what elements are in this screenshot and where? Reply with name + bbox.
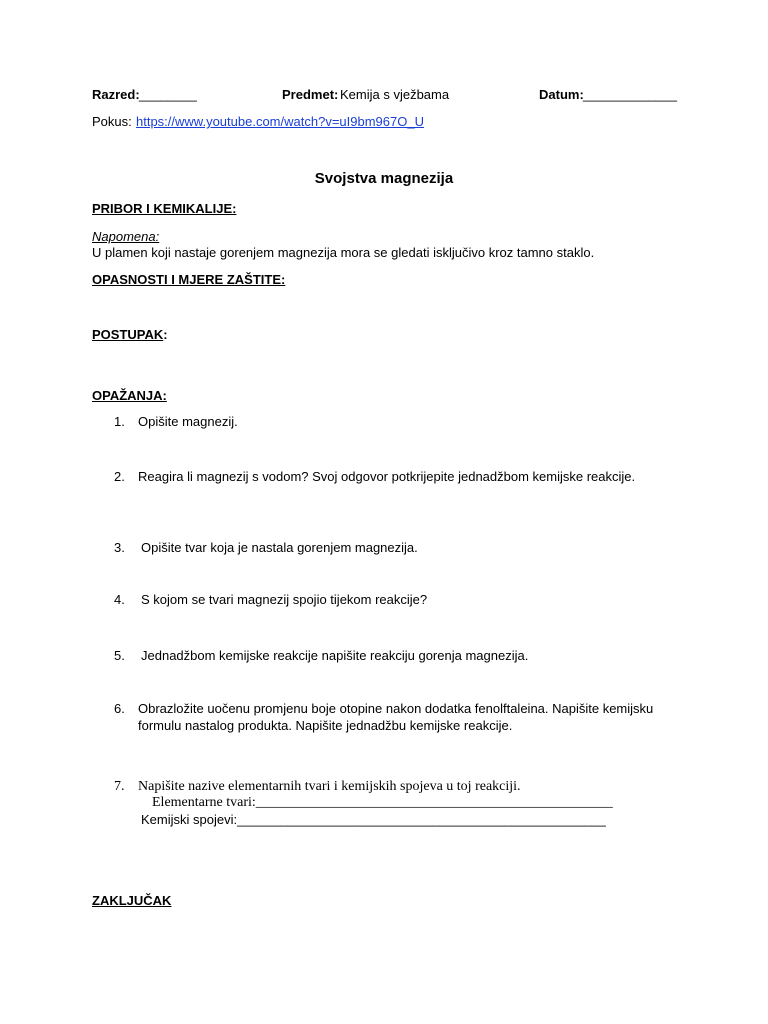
question-number: 6. (114, 701, 125, 716)
elementarne-tvari-line: Elementarne tvari:___________________________________________________ (152, 795, 613, 810)
question-number: 4. (114, 592, 125, 607)
pokus-link[interactable]: https://www.youtube.com/watch?v=uI9bm967O_U (136, 114, 424, 129)
napomena-label: Napomena: (92, 229, 160, 244)
razred-label: Razred: (92, 87, 140, 102)
postupak-label: POSTUPAK (92, 327, 164, 342)
question-number: 5. (114, 648, 125, 663)
question-number: 2. (114, 469, 125, 484)
predmet-label: Predmet: (282, 87, 339, 102)
question-number: 1. (114, 414, 125, 429)
kemijski-spojevi-line: Kemijski spojevi:___________________________________________________ (141, 812, 606, 827)
question-number: 7. (114, 779, 125, 794)
question-text: Opišite tvar koja je nastala gorenjem magnezija. (141, 540, 418, 555)
datum-blank: _____________ (583, 87, 677, 102)
question-text: S kojom se tvari magnezij spojio tijekom reakcije? (141, 592, 428, 607)
question-text: Opišite magnezij. (138, 414, 238, 429)
question-text: Obrazložite uočenu promjenu boje otopine nakon dodatka fenolftaleina. Napišite kemijsku (138, 701, 654, 716)
section-zakljucak: ZAKLJUČAK (92, 893, 172, 908)
razred-blank: ________ (139, 87, 197, 102)
postupak-colon: : (163, 327, 168, 342)
question-text: Jednadžbom kemijske reakcije napišite reakciju gorenja magnezija. (141, 648, 529, 663)
section-opazanja: OPAŽANJA: (92, 388, 167, 403)
pokus-label: Pokus: (92, 114, 132, 129)
napomena-text: U plamen koji nastaje gorenjem magnezija mora se gledati isključivo kroz tamno staklo. (92, 245, 595, 260)
page-title: Svojstva magnezija (314, 170, 454, 187)
question-text: Napišite nazive elementarnih tvari i kemijskih spojeva u toj reakciji. (138, 779, 521, 794)
section-postupak (92, 327, 168, 343)
section-opasnosti: OPASNOSTI I MJERE ZAŠTITE: (92, 272, 286, 287)
predmet-value: Kemija s vježbama (340, 87, 450, 102)
section-pribor: PRIBOR I KEMIKALIJE: (92, 201, 237, 216)
datum-label: Datum: (539, 87, 584, 102)
question-text-line2: formulu nastalog produkta. Napišite jednadžbu kemijske reakcije. (138, 718, 513, 733)
question-text: Reagira li magnezij s vodom? Svoj odgovor potkrijepite jednadžbom kemijske reakcije. (138, 469, 636, 484)
question-number: 3. (114, 540, 125, 555)
